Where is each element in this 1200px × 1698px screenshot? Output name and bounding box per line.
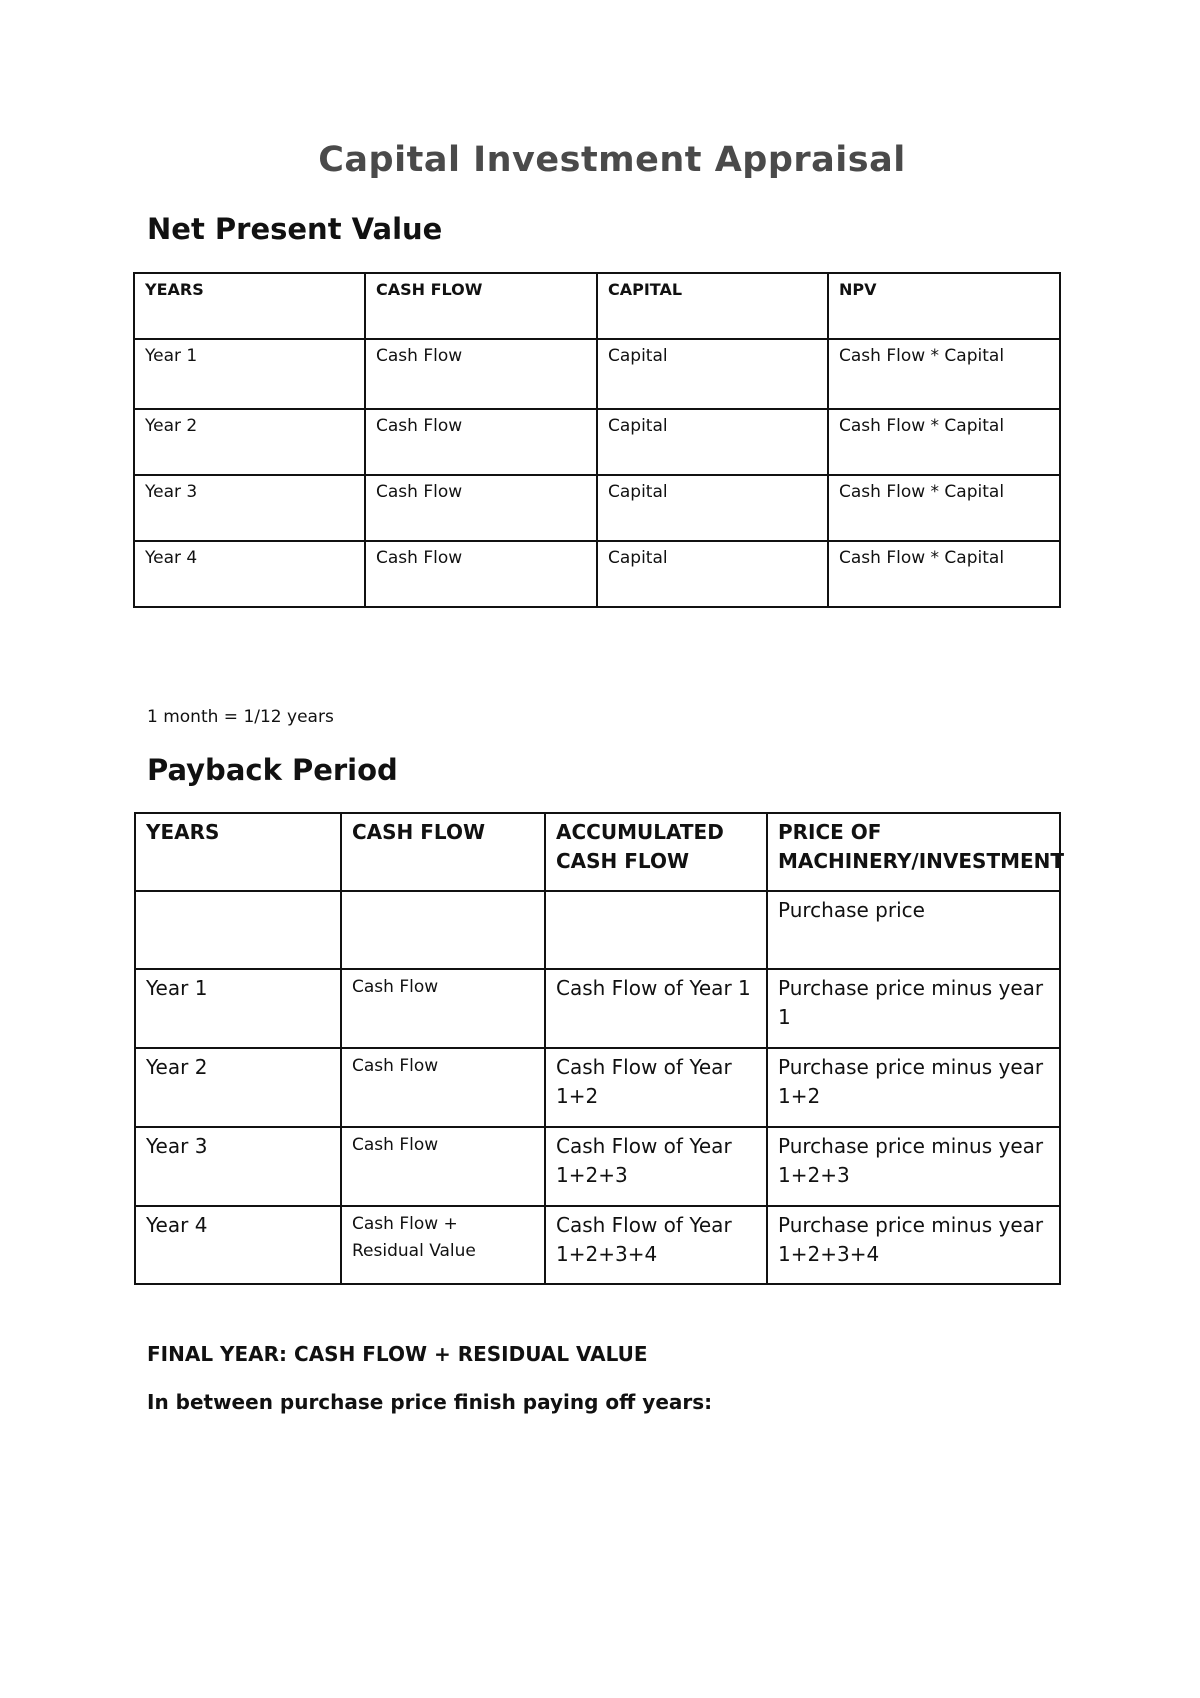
npv-cell: Cash Flow * Capital: [828, 339, 1060, 409]
payback-row: [135, 1048, 1060, 1127]
payback-cell: [341, 891, 545, 969]
payback-header-cell: CASH FLOW: [341, 813, 545, 891]
npv-cell: Capital: [597, 409, 828, 475]
npv-cell: Cash Flow * Capital: [828, 409, 1060, 475]
page-title: Capital Investment Appraisal: [318, 140, 906, 180]
npv-header-cell: CASH FLOW: [365, 273, 597, 339]
payback-cell: [135, 891, 341, 969]
npv-heading: Net Present Value: [147, 212, 443, 246]
npv-table: [133, 272, 1061, 608]
month-conversion-note: 1 month = 1/12 years: [147, 707, 334, 727]
payback-cell: Year 1: [135, 969, 341, 1048]
npv-row: [134, 541, 1060, 607]
npv-cell: Cash Flow: [365, 541, 597, 607]
npv-row: [134, 475, 1060, 541]
payback-cell: Cash Flow: [341, 1127, 545, 1206]
payback-table: [134, 812, 1065, 1285]
in-between-note: In between purchase price finish paying off years:: [147, 1390, 713, 1414]
payback-cell: Cash Flow: [341, 1048, 545, 1127]
payback-header-cell: YEARS: [135, 813, 341, 891]
npv-row: [134, 409, 1060, 475]
npv-cell: Cash Flow * Capital: [828, 475, 1060, 541]
npv-cell: Cash Flow * Capital: [828, 541, 1060, 607]
payback-cell: Year 3: [135, 1127, 341, 1206]
payback-cell: Cash Flow of Year 1+2+3: [545, 1127, 767, 1206]
npv-cell: Year 3: [134, 475, 365, 541]
npv-cell: Cash Flow: [365, 475, 597, 541]
payback-row: [135, 1206, 1060, 1284]
payback-row: [135, 1127, 1060, 1206]
payback-cell: [545, 891, 767, 969]
payback-header-cell: ACCUMULATED CASH FLOW: [545, 813, 767, 891]
npv-header-cell: YEARS: [134, 273, 365, 339]
payback-cell: Cash Flow of Year 1+2+3+4: [545, 1206, 767, 1284]
payback-header-cell: PRICE OF MACHINERY/INVESTMENT: [767, 813, 1060, 891]
npv-header-row: [134, 273, 1060, 339]
npv-cell: Capital: [597, 339, 828, 409]
payback-cell: Purchase price minus year 1+2+3: [767, 1127, 1060, 1206]
payback-cell: Cash Flow of Year 1: [545, 969, 767, 1048]
npv-header-cell: CAPITAL: [597, 273, 828, 339]
npv-header-cell: NPV: [828, 273, 1060, 339]
final-year-note: FINAL YEAR: CASH FLOW + RESIDUAL VALUE: [147, 1342, 648, 1366]
payback-header-row: [135, 813, 1060, 891]
npv-cell: Year 1: [134, 339, 365, 409]
npv-cell: Year 4: [134, 541, 365, 607]
payback-cell: Purchase price minus year 1: [767, 969, 1060, 1048]
payback-cell: Purchase price minus year 1+2: [767, 1048, 1060, 1127]
npv-cell: Cash Flow: [365, 409, 597, 475]
npv-cell: Capital: [597, 541, 828, 607]
payback-row: [135, 969, 1060, 1048]
payback-cell: Year 4: [135, 1206, 341, 1284]
payback-cell: Purchase price: [767, 891, 1060, 969]
npv-row: [134, 339, 1060, 409]
payback-cell: Cash Flow + Residual Value: [341, 1206, 545, 1284]
npv-cell: Year 2: [134, 409, 365, 475]
payback-heading: Payback Period: [147, 753, 398, 787]
npv-cell: Capital: [597, 475, 828, 541]
payback-cell: Year 2: [135, 1048, 341, 1127]
payback-cell: Cash Flow of Year 1+2: [545, 1048, 767, 1127]
payback-cell: Purchase price minus year 1+2+3+4: [767, 1206, 1060, 1284]
payback-cell: Cash Flow: [341, 969, 545, 1048]
npv-cell: Cash Flow: [365, 339, 597, 409]
payback-row: [135, 891, 1060, 969]
